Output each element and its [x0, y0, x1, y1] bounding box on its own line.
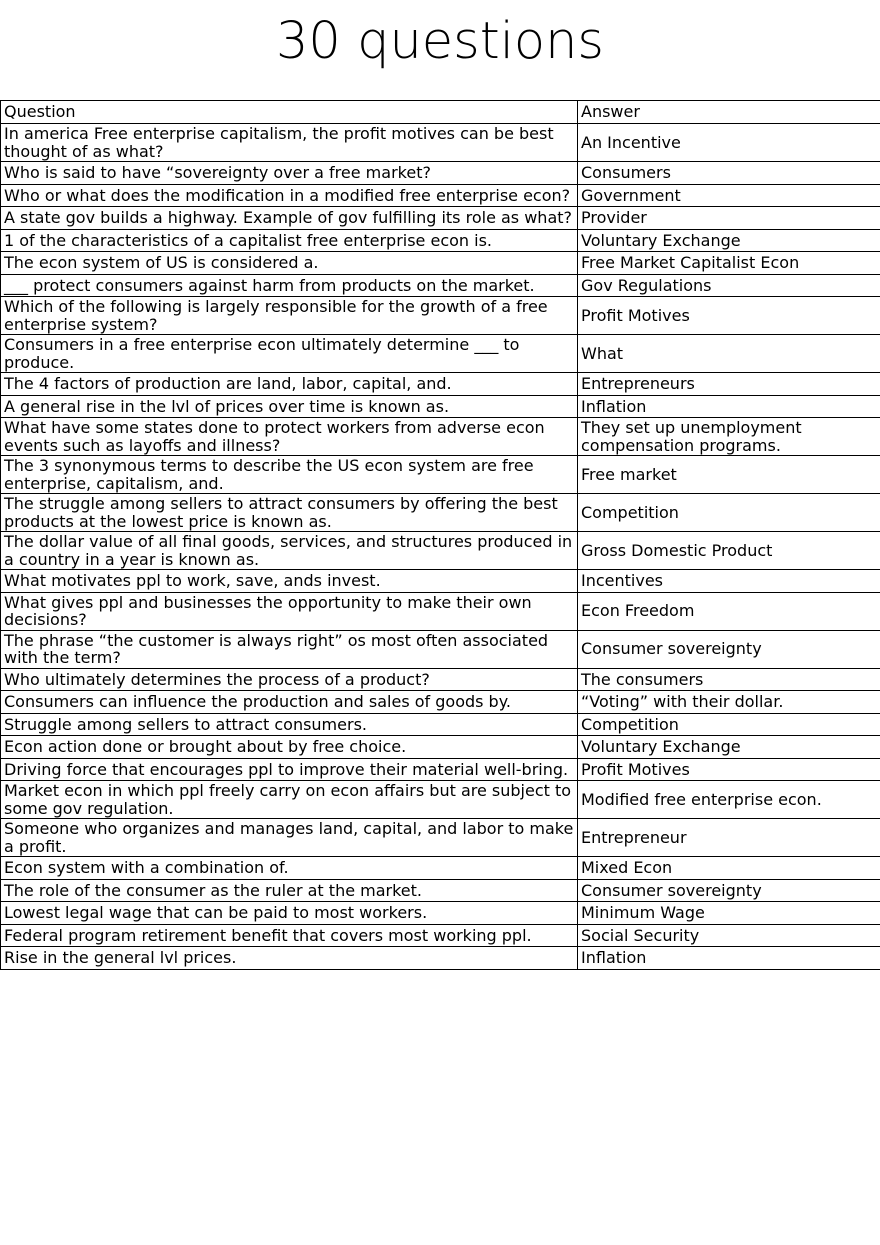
table-row — [1, 570, 880, 593]
question-cell: Which of the following is largely responsible for the growth of a free enterprise system? — [1, 297, 578, 335]
answer-cell: Free Market Capitalist Econ — [578, 252, 880, 275]
question-column-header: Question — [1, 101, 578, 124]
question-cell: The role of the consumer as the ruler at the market. — [1, 879, 578, 902]
question-cell: Who or what does the modification in a modified free enterprise econ? — [1, 184, 578, 207]
question-cell: What have some states done to protect workers from adverse econ events such as layoffs and illness? — [1, 418, 578, 456]
table-row — [1, 373, 880, 396]
answer-cell: Voluntary Exchange — [578, 229, 880, 252]
table-row — [1, 162, 880, 185]
table-row — [1, 819, 880, 857]
table-row — [1, 184, 880, 207]
question-cell: Econ action done or brought about by free choice. — [1, 736, 578, 759]
table-row — [1, 691, 880, 714]
answer-cell: Inflation — [578, 947, 880, 970]
answer-cell: Modified free enterprise econ. — [578, 781, 880, 819]
answer-cell: Social Security — [578, 924, 880, 947]
question-cell: A general rise in the lvl of prices over time is known as. — [1, 395, 578, 418]
question-cell: Econ system with a combination of. — [1, 857, 578, 880]
answer-cell: Entrepreneurs — [578, 373, 880, 396]
question-cell: Rise in the general lvl prices. — [1, 947, 578, 970]
table-row — [1, 630, 880, 668]
table-row — [1, 758, 880, 781]
question-cell: The econ system of US is considered a. — [1, 252, 578, 275]
question-cell: Struggle among sellers to attract consumers. — [1, 713, 578, 736]
answer-cell: Free market — [578, 456, 880, 494]
table-row — [1, 902, 880, 925]
answer-cell: Competition — [578, 494, 880, 532]
table-row — [1, 532, 880, 570]
table-row — [1, 781, 880, 819]
answer-cell: Mixed Econ — [578, 857, 880, 880]
answer-cell: Econ Freedom — [578, 592, 880, 630]
table-row — [1, 207, 880, 230]
answer-cell: Government — [578, 184, 880, 207]
table-row — [1, 494, 880, 532]
question-cell: In america Free enterprise capitalism, the profit motives can be best thought of as what? — [1, 124, 578, 162]
table-row — [1, 668, 880, 691]
answer-cell: Consumer sovereignty — [578, 630, 880, 668]
answer-cell: Voluntary Exchange — [578, 736, 880, 759]
answer-cell: They set up unemployment compensation programs. — [578, 418, 880, 456]
answer-cell: Minimum Wage — [578, 902, 880, 925]
table-row — [1, 879, 880, 902]
answer-cell: Inflation — [578, 395, 880, 418]
answer-cell: Profit Motives — [578, 758, 880, 781]
question-cell: Market econ in which ppl freely carry on econ affairs but are subject to some gov regulation. — [1, 781, 578, 819]
question-cell: Someone who organizes and manages land, capital, and labor to make a profit. — [1, 819, 578, 857]
question-cell: Consumers in a free enterprise econ ultimately determine ___ to produce. — [1, 335, 578, 373]
answer-cell: The consumers — [578, 668, 880, 691]
table-row — [1, 395, 880, 418]
question-cell: 1 of the characteristics of a capitalist free enterprise econ is. — [1, 229, 578, 252]
question-cell: ___ protect consumers against harm from products on the market. — [1, 274, 578, 297]
table-row — [1, 335, 880, 373]
table-row — [1, 857, 880, 880]
answer-column-header: Answer — [578, 101, 880, 124]
question-cell: What motivates ppl to work, save, ands invest. — [1, 570, 578, 593]
answer-cell: Profit Motives — [578, 297, 880, 335]
table-row — [1, 736, 880, 759]
table-row — [1, 924, 880, 947]
table-row — [1, 418, 880, 456]
answer-cell: What — [578, 335, 880, 373]
answer-cell: Incentives — [578, 570, 880, 593]
answer-cell: Gross Domestic Product — [578, 532, 880, 570]
answer-cell: Gov Regulations — [578, 274, 880, 297]
table-row — [1, 947, 880, 970]
table-row — [1, 229, 880, 252]
table-row — [1, 592, 880, 630]
table-body — [1, 124, 880, 970]
table-row — [1, 124, 880, 162]
table-row — [1, 297, 880, 335]
qa-table — [0, 100, 880, 970]
answer-cell: Competition — [578, 713, 880, 736]
question-cell: The 3 synonymous terms to describe the US econ system are free enterprise, capitalism, and. — [1, 456, 578, 494]
table-row — [1, 252, 880, 275]
question-cell: Consumers can influence the production and sales of goods by. — [1, 691, 578, 714]
question-cell: What gives ppl and businesses the opportunity to make their own decisions? — [1, 592, 578, 630]
table-row — [1, 274, 880, 297]
answer-cell: Provider — [578, 207, 880, 230]
table-row — [1, 456, 880, 494]
answer-cell: An Incentive — [578, 124, 880, 162]
question-cell: The dollar value of all final goods, services, and structures produced in a country in a year is known as. — [1, 532, 578, 570]
answer-cell: Entrepreneur — [578, 819, 880, 857]
question-cell: The struggle among sellers to attract consumers by offering the best products at the lowest price is known as. — [1, 494, 578, 532]
question-cell: A state gov builds a highway. Example of gov fulfilling its role as what? — [1, 207, 578, 230]
question-cell: Federal program retirement benefit that covers most working ppl. — [1, 924, 578, 947]
page-title: 30 questions — [275, 12, 604, 71]
question-cell: Lowest legal wage that can be paid to most workers. — [1, 902, 578, 925]
question-cell: The 4 factors of production are land, labor, capital, and. — [1, 373, 578, 396]
question-cell: Driving force that encourages ppl to improve their material well-bring. — [1, 758, 578, 781]
question-cell: Who ultimately determines the process of a product? — [1, 668, 578, 691]
answer-cell: Consumer sovereignty — [578, 879, 880, 902]
table-row — [1, 713, 880, 736]
question-cell: The phrase “the customer is always right” os most often associated with the term? — [1, 630, 578, 668]
question-cell: Who is said to have “sovereignty over a free market? — [1, 162, 578, 185]
answer-cell: “Voting” with their dollar. — [578, 691, 880, 714]
table-header-row — [1, 101, 880, 124]
answer-cell: Consumers — [578, 162, 880, 185]
